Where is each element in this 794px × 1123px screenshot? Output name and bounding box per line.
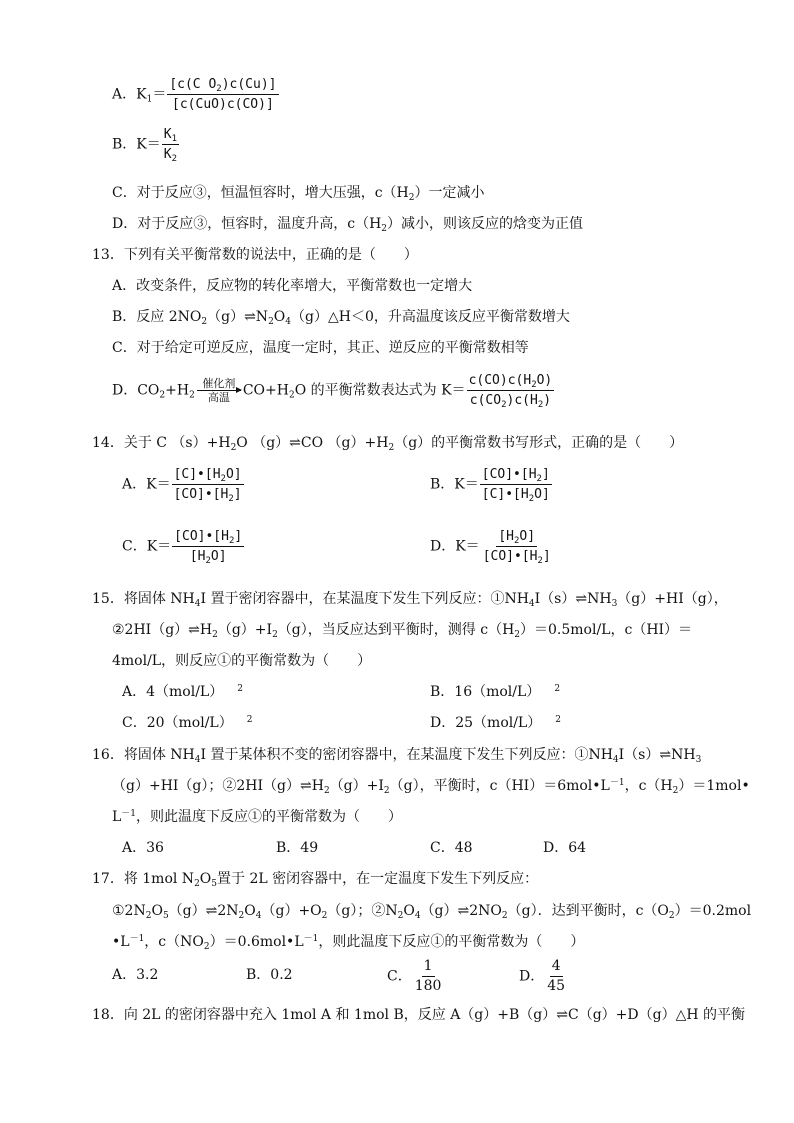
q15-option-b: B．16（mol/L） $^2$ bbox=[430, 684, 561, 700]
reaction-condition-arrow: 催化剂 高温 bbox=[197, 377, 241, 404]
q15-option-d: D．25（mol/L） $^2$ bbox=[430, 715, 561, 731]
q14-option-c: C．K＝ $\frac{[CO]•[H_2]}{[H_2O]}$ bbox=[122, 529, 243, 566]
q15-option-a: A．4（mol/L） $^2$ bbox=[122, 684, 243, 700]
q17-stem-line3: $•L^{-1}$，$c(NO_2)=0.6mol•L^{-1}$，则此温度下反应①的平衡常数为（ ） bbox=[112, 934, 585, 952]
q13-d-fraction: $\frac{c(CO)c(H_2O)}{c(CO_2)c(H_2)}$ bbox=[468, 373, 553, 410]
q14-c-fraction: $\frac{[CO]•[H_2]}{[H_2O]}$ bbox=[174, 529, 243, 566]
q12-a-fraction: $\frac{[c(C O_2)c(Cu)]}{\text{[c(CuO)c(CO)]}}$ bbox=[169, 77, 277, 112]
q13-option-d: D．$CO_2+H_2$ 催化剂 高温 $CO+H_2O$ 的平衡常数表达式为 K＝ $\frac{c(CO)c(H_2O)}{c(CO_2)c(H_2)}$ bbox=[112, 373, 553, 410]
q13-option-b: B．反应 $2NO_2(g)\rightleftharpoons N_2O_4(g)\triangle H<0$，升高温度该反应平衡常数增大 bbox=[112, 309, 570, 327]
q12-b-fraction: $\frac{K_1}{K_2}$ bbox=[163, 127, 177, 164]
q12-option-a: A．$K_1=$ $\frac{[c(C O_2)c(Cu)]}{\text{[c(CuO)c(CO)]}}$ bbox=[112, 77, 277, 112]
q17-stem-line1: 17．将 1mol $N_2O_5$置于 2L 密闭容器中，在一定温度下发生下列反应： bbox=[92, 871, 539, 889]
q14-a-fraction: $\frac{[C]•[H_2O]}{[CO]•[H_2]}$ bbox=[173, 467, 242, 504]
q12-option-d: D．对于反应③，恒容时，温度升高，$c(H_2)$减小，则该反应的焓变为正值 bbox=[112, 216, 584, 234]
q14-option-d: D．K＝ $\frac{[H_2O]}{[CO]•[H_2]}$ bbox=[430, 529, 551, 566]
q15-stem-line3: 4mol/L，则反应①的平衡常数为（ ） bbox=[112, 653, 372, 669]
q13-option-a: A．改变条件，反应物的转化率增大，平衡常数也一定增大 bbox=[112, 278, 473, 294]
q15-option-c: C．20（mol/L） $^2$ bbox=[122, 715, 253, 731]
q18-stem-line1: 18．向 2L 的密闭容器中充入 1mol A 和 1mol B，反应 A（g）+B（g）⇌C（g）+D（g）△H 的平衡 bbox=[92, 1007, 745, 1023]
q13-option-c: C．对于给定可逆反应，温度一定时，其正、逆反应的平衡常数相等 bbox=[112, 340, 529, 356]
q17-option-a: A．3.2 bbox=[112, 967, 159, 983]
q16-option-b: B．49 bbox=[276, 840, 319, 856]
q14-option-b: B．K＝ $\frac{[CO]•[H_2]}{[C]•[H_2O]}$ bbox=[430, 467, 550, 504]
q14-option-a: A．K＝ $\frac{[C]•[H_2O]}{[CO]•[H_2]}$ bbox=[122, 467, 242, 504]
q14-b-fraction: $\frac{[CO]•[H_2]}{[C]•[H_2O]}$ bbox=[481, 467, 550, 504]
q13-stem: 13．下列有关平衡常数的说法中，正确的是（ ） bbox=[92, 247, 418, 263]
q17-stem-line2: $①2N_2O_5(g)\rightleftharpoons 2N_2O_4(g)+O_2(g)$；$②N_2O_4(g)\rightleftharpoons 2NO_2(g)$．达到平衡时，$c(O_2)=0.2mol$ bbox=[112, 903, 752, 921]
q14-stem: 14．关于 C $(s)+H_2O$ （g）⇌CO $(g)+H_2(g)$的平衡常数书写形式，正确的是（ ） bbox=[92, 435, 684, 453]
q16-option-a: A．36 bbox=[122, 840, 164, 856]
q17-d-fraction: $\frac{4}{45}$ bbox=[547, 958, 566, 994]
q15-stem-line1: 15．将固体 $NH_4I$ 置于密闭容器中，在某温度下发生下列反应：$①NH_4I(s)\rightleftharpoons NH_3(g)+HI(g)$， bbox=[92, 591, 728, 609]
q17-option-b: B．0.2 bbox=[246, 967, 293, 983]
q16-option-c: C．48 bbox=[430, 840, 473, 856]
q12-option-b: B．K＝ $\frac{K_1}{K_2}$ bbox=[112, 127, 177, 164]
q16-stem-line2: （g）+HI（g）；$②2HI(g)\rightleftharpoons H_2(g)+I_2(g)$，平衡时，$c(HI)=6mol•L^{-1}$，$c(H_2)=1mol•$ bbox=[112, 778, 750, 796]
q16-stem-line1: 16．将固体 $NH_4I$ 置于某体积不变的密闭容器中，在某温度下发生下列反应：$①NH_4I(s)\rightleftharpoons NH_3$ bbox=[92, 747, 702, 765]
q16-option-d: D．64 bbox=[543, 840, 587, 856]
q12-option-c: C．对于反应③，恒温恒容时，增大压强，$c(H_2)$一定减小 bbox=[112, 185, 485, 203]
q17-option-d: D． $\frac{4}{45}$ bbox=[519, 958, 566, 994]
q17-option-c: C． $\frac{1}{180}$ bbox=[387, 958, 442, 994]
q17-c-fraction: $\frac{1}{180}$ bbox=[414, 958, 442, 994]
q14-d-fraction: $\frac{[H_2O]}{[CO]•[H_2]}$ bbox=[482, 529, 551, 566]
q15-stem-line2: $②2HI(g)\rightleftharpoons H_2(g)+I_2(g)$，当反应达到平衡时，测得 $c(H_2)=0.5mol/L$，c（HI）＝ bbox=[112, 622, 693, 640]
q16-stem-line3: $L^{-1}$，则此温度下反应①的平衡常数为（ ） bbox=[112, 809, 403, 825]
